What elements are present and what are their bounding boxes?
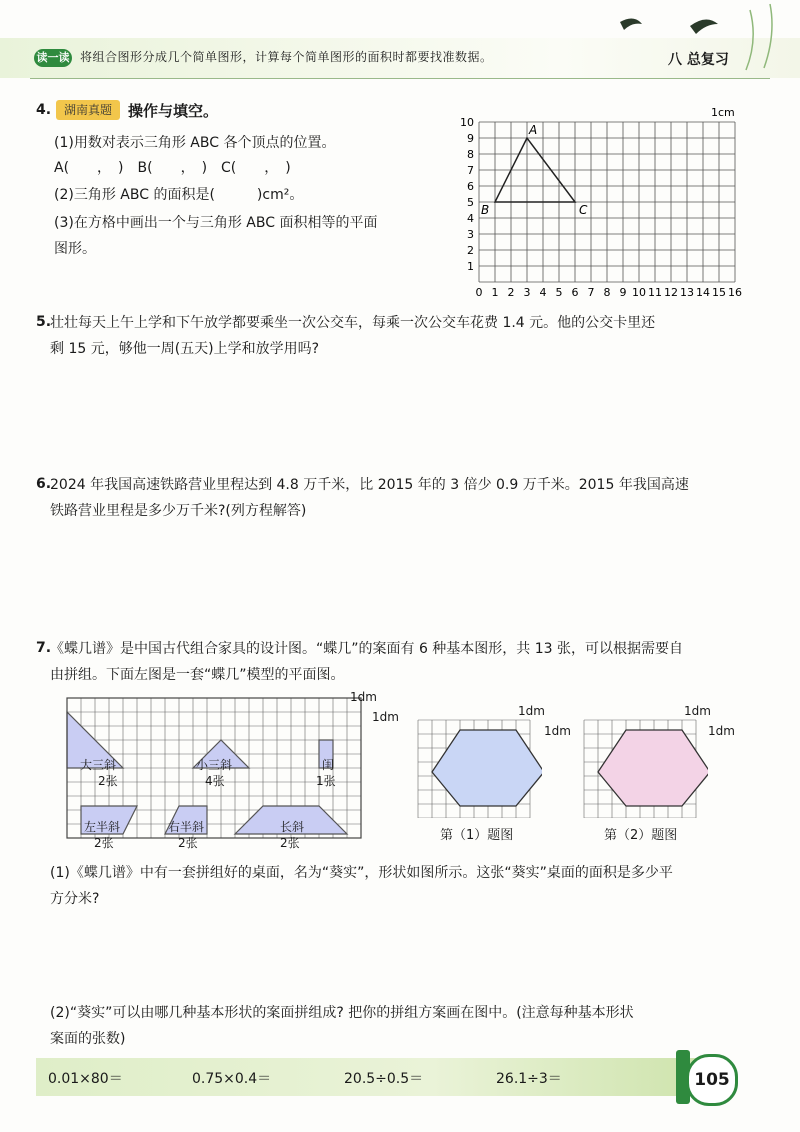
header-tip: 将组合图形分成几个简单图形，计算每个简单图形的面积时都要找准数据。 [80, 50, 493, 64]
x-tick-label: 1 [491, 286, 499, 299]
x-tick-label: 11 [648, 286, 662, 299]
piece-label-chang-xie: 长斜 [280, 820, 305, 834]
y-tick-label: 1 [467, 260, 474, 273]
x-tick-label: 8 [603, 286, 611, 299]
kuishi-shape-pink [598, 730, 708, 806]
y-tick-label: 10 [460, 116, 474, 129]
y-tick-label: 3 [467, 228, 474, 241]
q4-line2: A( ， ) B( ， ) C( ， ) [54, 160, 291, 176]
x-tick-label: 6 [571, 286, 579, 299]
piece-count-zuo-ban-xie: 2张 [94, 836, 114, 850]
vertex-label-b: B [481, 203, 490, 217]
y-tick-label: 2 [467, 244, 474, 257]
piece-count-chang-xie: 2张 [280, 836, 300, 850]
y-tick-label: 7 [467, 164, 474, 177]
y-tick-label: 6 [467, 180, 474, 193]
x-tick-label: 4 [539, 286, 547, 299]
q4-line3: (2)三角形 ABC 的面积是( )cm²。 [54, 187, 304, 203]
footer-calc-1: 0.01×80＝ [48, 1071, 123, 1087]
q7-left-unit-top: 1dm [350, 690, 377, 704]
q7-fig2-unit-side: 1dm [708, 724, 735, 738]
q5-number: 5. [36, 314, 52, 330]
q7-fig2-grid [578, 714, 708, 818]
x-tick-label: 10 [632, 286, 646, 299]
piece-count-da-san-xie: 2张 [98, 774, 118, 788]
x-tick-label: 5 [555, 286, 563, 299]
piece-count-you-ban-xie: 2张 [178, 836, 198, 850]
x-tick-label: 0 [475, 286, 483, 299]
q7-left-unit-side: 1dm [372, 710, 399, 724]
q7-line2: 由拼组。下面左图是一套“蝶几”模型的平面图。 [50, 667, 345, 683]
q7-fig2-caption: 第（2）题图 [604, 828, 678, 843]
q7-fig1-caption: 第（1）题图 [440, 828, 514, 843]
x-tick-label: 13 [680, 286, 694, 299]
q7-fig1-unit-top: 1dm [518, 704, 545, 718]
x-tick-label: 7 [587, 286, 595, 299]
y-tick-label: 8 [467, 148, 474, 161]
read-pill: 读一读 [34, 49, 72, 67]
kuishi-shape-blue [432, 730, 542, 806]
q4-line1: (1)用数对表示三角形 ABC 各个顶点的位置。 [54, 135, 336, 151]
q6-line2: 铁路营业里程是多少万千米?(列方程解答) [50, 503, 307, 519]
piece-label-da-san-xie: 大三斜 [80, 758, 117, 772]
piece-label-you-ban-xie: 右半斜 [168, 820, 205, 834]
x-tick-label: 16 [728, 286, 742, 299]
q7-fig2-unit-top: 1dm [684, 704, 711, 718]
q7-sub2-line1: (2)“葵实”可以由哪几种基本形状的案面拼组成? 把你的拼组方案画在图中。(注意每种基本形状 [50, 1005, 634, 1021]
grid-unit-label: 1cm [711, 106, 735, 119]
q7-sub2-line2: 案面的张数) [50, 1031, 126, 1047]
y-tick-label: 9 [467, 132, 474, 145]
footer-calc-2: 0.75×0.4＝ [192, 1071, 272, 1087]
piece-label-xiao-san-xie: 小三斜 [196, 758, 233, 772]
q6-line1: 2024 年我国高速铁路营业里程达到 4.8 万千米，比 2015 年的 3 倍少 0.9 万千米。2015 年我国高速 [50, 477, 689, 493]
footer-calc-4: 26.1÷3＝ [496, 1071, 562, 1087]
chapter-title: 八 总复习 [668, 52, 729, 68]
page-number: 105 [686, 1054, 738, 1106]
vertex-label-a: A [529, 123, 538, 137]
q7-fig1-unit-side: 1dm [544, 724, 571, 738]
x-tick-label: 15 [712, 286, 726, 299]
x-tick-label: 2 [507, 286, 515, 299]
q7-line1: 《蝶几谱》是中国古代组合家具的设计图。“蝶几”的案面有 6 种基本图形，共 13 张，可以根据需要自 [50, 641, 684, 657]
q5-line1: 壮壮每天上午上学和下午放学都要乘坐一次公交车，每乘一次公交车花费 1.4 元。他的公交卡里还 [50, 315, 656, 331]
vertex-label-c: C [579, 203, 588, 217]
piece-label-gui: 闺 [322, 758, 335, 772]
q7-sub1-line1: (1)《蝶几谱》中有一套拼组好的桌面，名为“葵实”，形状如图所示。这张“葵实”桌面的面积是多少平 [50, 865, 673, 881]
q7-fig1-grid [412, 714, 542, 818]
q7-sub1-line2: 方分米? [50, 891, 100, 907]
x-tick-label: 9 [619, 286, 627, 299]
q6-number: 6. [36, 476, 52, 492]
q5-line2: 剩 15 元，够他一周(五天)上学和放学用吗? [50, 341, 320, 357]
q4-number: 4. [36, 102, 52, 118]
y-tick-label: 4 [467, 212, 474, 225]
q4-line5: 图形。 [54, 241, 96, 257]
x-tick-label: 12 [664, 286, 678, 299]
q7-number: 7. [36, 640, 52, 656]
q4-source-tag: 湖南真题 [56, 100, 120, 120]
y-tick-label: 5 [467, 196, 474, 209]
piece-label-zuo-ban-xie: 左半斜 [84, 820, 121, 834]
q4-title: 操作与填空。 [128, 102, 219, 120]
header-rule [30, 78, 770, 79]
piece-count-gui: 1张 [316, 774, 336, 788]
q4-line4: (3)在方格中画出一个与三角形 ABC 面积相等的平面 [54, 215, 378, 231]
q4-coordinate-grid [455, 102, 755, 302]
piece-count-xiao-san-xie: 4张 [205, 774, 225, 788]
x-tick-label: 14 [696, 286, 710, 299]
x-tick-label: 3 [523, 286, 531, 299]
footer-calc-3: 20.5÷0.5＝ [344, 1071, 424, 1087]
